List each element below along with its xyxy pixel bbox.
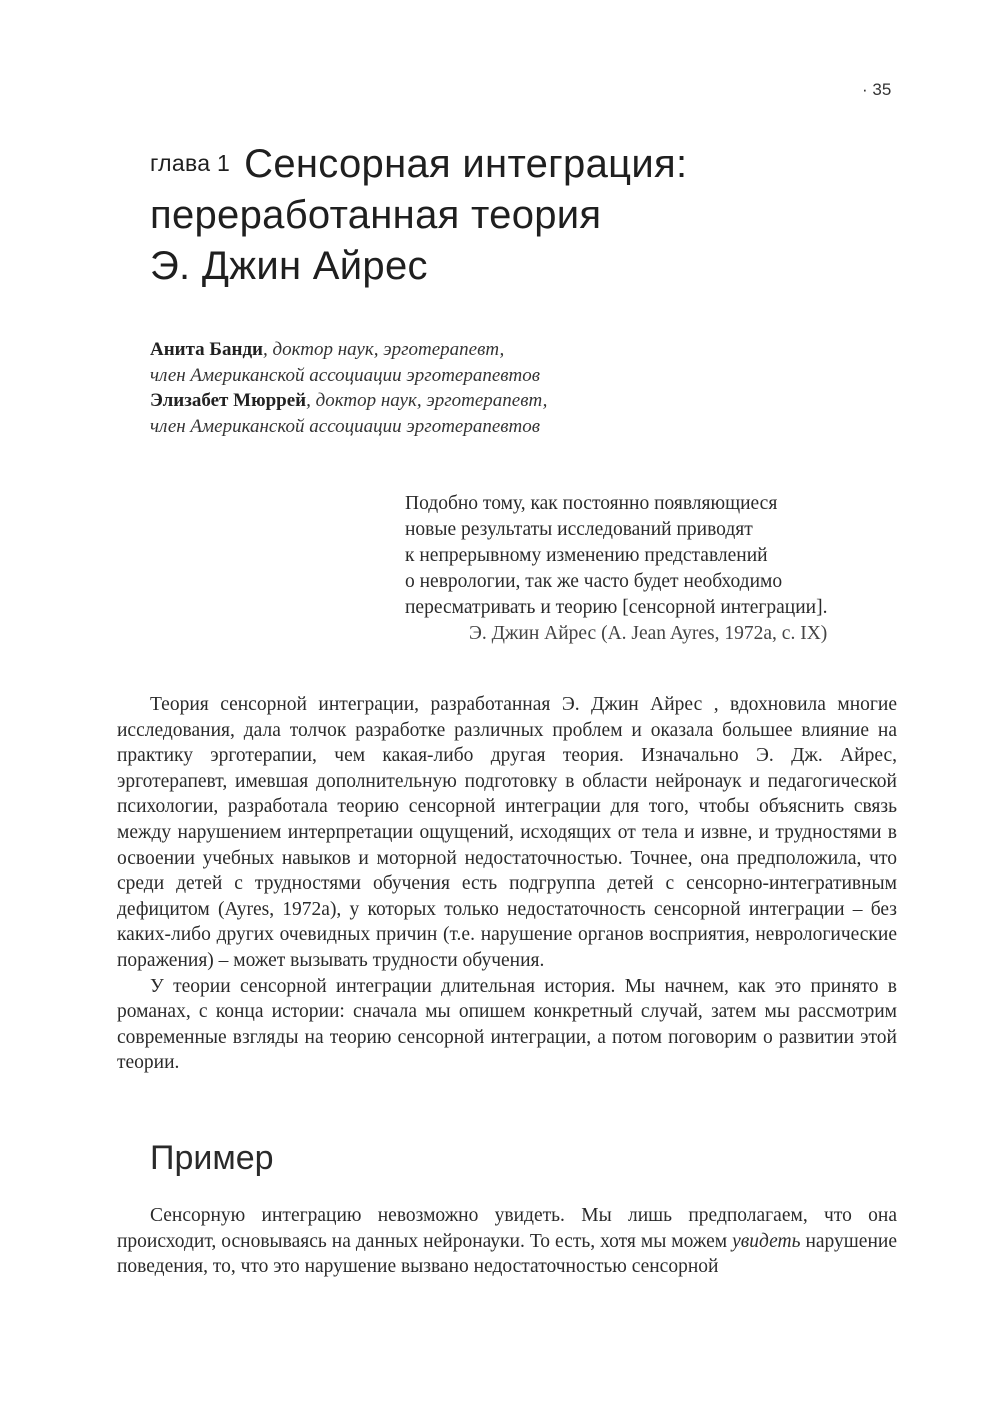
section-heading: Пример (150, 1139, 274, 1177)
page-number: · 35 (862, 80, 892, 99)
body-text (117, 692, 897, 1076)
author-credentials: , доктор наук, эрготерапевт, (263, 339, 505, 360)
epigraph-line: пересматривать и теорию [сенсорной интеграции]. (405, 597, 828, 618)
epigraph-line: новые результаты исследований приводят (405, 519, 753, 540)
paragraph-text: Сенсорную интеграцию невозможно увидеть. Мы лишь предполагаем, что она происходит, основываясь на данных нейронауки. То есть, хотя мы можем (117, 1205, 897, 1252)
author-affiliation: член Американской ассоциации эрготерапевтов (150, 415, 541, 437)
chapter-heading (150, 138, 910, 292)
paragraph-text: нарушение поведения, то, что это нарушение вызвано недостаточностью сенсорной (117, 1230, 897, 1278)
author-credentials: , доктор наук, эрготерапевт, (306, 390, 548, 411)
epigraph-line: о неврологии, так же часто будет необходимо (405, 571, 783, 592)
author-entry (150, 388, 710, 439)
epigraph (405, 491, 905, 647)
chapter-title-line-3: Э. Джин Айрес (150, 244, 428, 288)
epigraph-source: Э. Джин Айрес (A. Jean Ayres, 1972a, с. IX) (469, 623, 828, 644)
author-name: Анита Банди (150, 339, 263, 360)
chapter-title-line-1: Сенсорная интеграция: (244, 142, 688, 186)
paragraph: Теория сенсорной интеграции, разработанная Э. Джин Айрес , вдохновила многие исследования, дала толчок разработке различных проблем и оказала большее влияние на практику эрготерапии, чем какая-либо другая теория. Изначально Э. Дж. Айрес, эрготерапевт, имевшая дополнительную подготовку в области нейронаук и педагогической психологии, разработала теорию сенсорной интеграции для того, чтобы объяснить связь между нарушением интерпретации ощущений, исходящих от тела и извне, и трудностями в освоении учебных навыков и моторной недостаточностью. Точнее, она предположила, что среди детей с трудностями обучения есть подгруппа детей с сенсорно-интегративным дефицитом (Ayres, 1972a), у которых только недостаточность сенсорной интеграции – без каких-либо других очевидных причин (т.е. нарушение органов восприятия, неврологические поражения) – может вызывать трудности обучения. (117, 694, 897, 971)
author-affiliation: член Американской ассоциации эрготерапевтов (150, 364, 541, 386)
paragraph (117, 1203, 897, 1280)
epigraph-line: Подобно тому, как постоянно появляющиеся (405, 493, 778, 514)
section-body (117, 1203, 897, 1280)
epigraph-line: к непрерывному изменению представлений (405, 545, 768, 566)
author-name: Элизабет Мюррей (150, 390, 307, 411)
chapter-label: глава 1 (150, 150, 231, 176)
author-list (150, 337, 710, 439)
chapter-title-line-2: переработанная теория (150, 193, 602, 237)
author-entry (150, 337, 710, 388)
emphasis-text: увидеть (732, 1230, 801, 1252)
paragraph: У теории сенсорной интеграции длительная история. Мы начнем, как это принято в романах, с конца истории: сначала мы опишем конкретный случай, затем мы рассмотрим современные взгляды на теорию сенсорной интеграции, а потом поговорим о развитии этой теории. (117, 975, 897, 1074)
